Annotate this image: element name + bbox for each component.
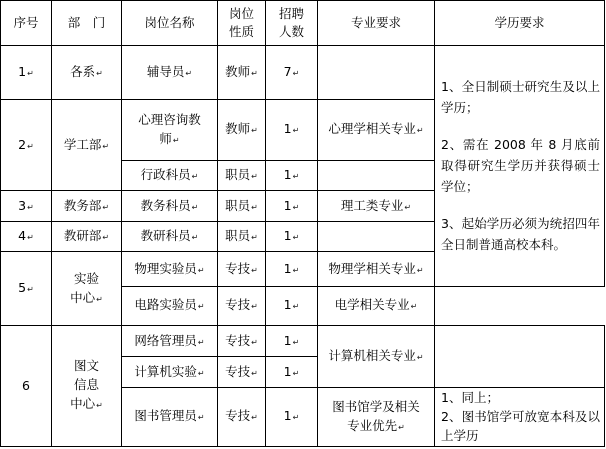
para-mark-icon: ↵ xyxy=(251,368,258,378)
para-mark-icon: ↵ xyxy=(416,126,424,136)
para-mark-icon: ↵ xyxy=(197,265,205,275)
count-cell: 7↵ xyxy=(266,45,318,99)
para-mark-icon: ↵ xyxy=(292,413,300,423)
para-mark-icon: ↵ xyxy=(251,265,258,275)
para-mark-icon: ↵ xyxy=(197,302,205,312)
para-mark-icon: ↵ xyxy=(96,294,103,304)
edu-item: 3、起始学历必须为统招四年全日制普通高校本科。 xyxy=(441,216,600,253)
header-seq: 序号 xyxy=(1,1,52,46)
para-mark-icon: ↵ xyxy=(102,233,110,243)
post-cell: 图书管理员↵ xyxy=(122,387,218,446)
nature-cell: 专技↵ xyxy=(218,357,266,388)
edu-requirements-cell xyxy=(435,45,605,286)
nature-cell: 专技↵ xyxy=(218,252,266,287)
major-cell: 心理学相关专业↵ xyxy=(318,99,435,160)
header-row xyxy=(1,1,605,46)
seq-cell: 6 xyxy=(1,325,52,446)
nature-cell: 职员↵ xyxy=(218,221,266,252)
nature-cell: 专技↵ xyxy=(218,387,266,446)
para-mark-icon: ↵ xyxy=(172,135,180,145)
edu-requirements-last-cell xyxy=(435,387,605,446)
para-mark-icon: ↵ xyxy=(292,202,300,212)
para-mark-icon: ↵ xyxy=(292,233,300,243)
para-mark-icon: ↵ xyxy=(191,202,199,212)
para-mark-icon: ↵ xyxy=(27,285,34,295)
para-mark-icon: ↵ xyxy=(251,233,258,243)
seq-cell: 3↵ xyxy=(1,191,52,222)
para-mark-icon: ↵ xyxy=(197,337,205,347)
para-mark-icon: ↵ xyxy=(191,233,199,243)
major-cell xyxy=(318,221,435,252)
major-cell: 图书馆学及相关 专业优先↵ xyxy=(318,387,435,446)
dept-cell: 实验 中心↵ xyxy=(52,252,122,325)
major-cell: 计算机相关专业↵ xyxy=(318,325,435,387)
para-mark-icon: ↵ xyxy=(251,337,258,347)
seq-cell: 2↵ xyxy=(1,99,52,191)
para-mark-icon: ↵ xyxy=(191,172,199,182)
para-mark-icon: ↵ xyxy=(197,413,205,423)
dept-cell: 学工部↵ xyxy=(52,99,122,191)
para-mark-icon: ↵ xyxy=(27,141,34,151)
nature-cell: 教师↵ xyxy=(218,45,266,99)
table-row xyxy=(1,325,605,357)
para-mark-icon: ↵ xyxy=(27,202,34,212)
dept-cell: 各系↵ xyxy=(52,45,122,99)
header-post: 岗位名称 xyxy=(122,1,218,46)
edu-item: 1、全日制硕士研究生及以上学历； xyxy=(441,79,600,116)
para-mark-icon: ↵ xyxy=(404,202,412,212)
count-cell: 1↵ xyxy=(266,191,318,222)
para-mark-icon: ↵ xyxy=(102,202,110,212)
major-cell xyxy=(318,160,435,191)
edu-empty-cell xyxy=(435,325,605,387)
para-mark-icon: ↵ xyxy=(102,141,110,151)
para-mark-icon: ↵ xyxy=(292,337,300,347)
para-mark-icon: ↵ xyxy=(251,413,258,423)
post-cell: 电路实验员↵ xyxy=(122,287,218,326)
count-cell: 1↵ xyxy=(266,325,318,357)
seq-cell: 5↵ xyxy=(1,252,52,325)
edu-item: 1、同上； xyxy=(441,390,499,406)
count-cell: 1↵ xyxy=(266,252,318,287)
major-cell xyxy=(318,45,435,99)
nature-cell: 专技↵ xyxy=(218,287,266,326)
post-cell: 教务科员↵ xyxy=(122,191,218,222)
para-mark-icon: ↵ xyxy=(410,302,418,312)
para-mark-icon: ↵ xyxy=(251,68,258,78)
para-mark-icon: ↵ xyxy=(197,368,205,378)
header-count: 招聘 人数 xyxy=(266,1,318,46)
para-mark-icon: ↵ xyxy=(292,126,300,136)
post-cell: 网络管理员↵ xyxy=(122,325,218,357)
para-mark-icon: ↵ xyxy=(292,68,300,78)
nature-cell: 专技↵ xyxy=(218,325,266,357)
para-mark-icon: ↵ xyxy=(96,68,103,78)
nature-cell: 职员↵ xyxy=(218,160,266,191)
dept-cell: 图文 信息 中心↵ xyxy=(52,325,122,446)
count-cell: 1↵ xyxy=(266,387,318,446)
dept-cell: 教务部↵ xyxy=(52,191,122,222)
major-cell: 物理学相关专业↵ xyxy=(318,252,435,287)
table-row xyxy=(1,45,605,99)
edu-item: 2、需在 2008 年 8 月底前取得研究生学历并获得硕士学位； xyxy=(441,137,600,195)
para-mark-icon: ↵ xyxy=(27,233,34,243)
para-mark-icon: ↵ xyxy=(251,126,258,136)
para-mark-icon: ↵ xyxy=(251,172,258,182)
para-mark-icon: ↵ xyxy=(292,172,300,182)
post-cell: 物理实验员↵ xyxy=(122,252,218,287)
count-cell: 1↵ xyxy=(266,287,318,326)
post-cell: 辅导员↵ xyxy=(122,45,218,99)
seq-cell: 4↵ xyxy=(1,221,52,252)
post-cell: 教研科员↵ xyxy=(122,221,218,252)
para-mark-icon: ↵ xyxy=(292,368,300,378)
para-mark-icon: ↵ xyxy=(251,202,258,212)
para-mark-icon: ↵ xyxy=(292,265,300,275)
edu-item: 2、图书馆学可放宽本科及以上学历 xyxy=(441,409,600,444)
count-cell: 1↵ xyxy=(266,357,318,388)
para-mark-icon: ↵ xyxy=(398,422,405,432)
dept-cell: 教研部↵ xyxy=(52,221,122,252)
para-mark-icon: ↵ xyxy=(251,302,258,312)
para-mark-icon: ↵ xyxy=(185,68,193,78)
nature-cell: 教师↵ xyxy=(218,99,266,160)
seq-cell: 1↵ xyxy=(1,45,52,99)
header-edu: 学历要求 xyxy=(435,1,605,46)
count-cell: 1↵ xyxy=(266,160,318,191)
para-mark-icon: ↵ xyxy=(416,352,424,362)
header-major: 专业要求 xyxy=(318,1,435,46)
nature-cell: 职员↵ xyxy=(218,191,266,222)
post-cell: 计算机实验↵ xyxy=(122,357,218,388)
header-nature: 岗位 性质 xyxy=(218,1,266,46)
major-cell: 理工类专业↵ xyxy=(318,191,435,222)
para-mark-icon: ↵ xyxy=(96,401,103,411)
count-cell: 1↵ xyxy=(266,99,318,160)
para-mark-icon: ↵ xyxy=(416,265,424,275)
post-cell: 心理咨询教 师↵ xyxy=(122,99,218,160)
count-cell: 1↵ xyxy=(266,221,318,252)
major-cell: 电学相关专业↵ xyxy=(318,287,435,326)
header-dept: 部 门 xyxy=(52,1,122,46)
para-mark-icon: ↵ xyxy=(292,302,300,312)
para-mark-icon: ↵ xyxy=(27,68,34,78)
post-cell: 行政科员↵ xyxy=(122,160,218,191)
